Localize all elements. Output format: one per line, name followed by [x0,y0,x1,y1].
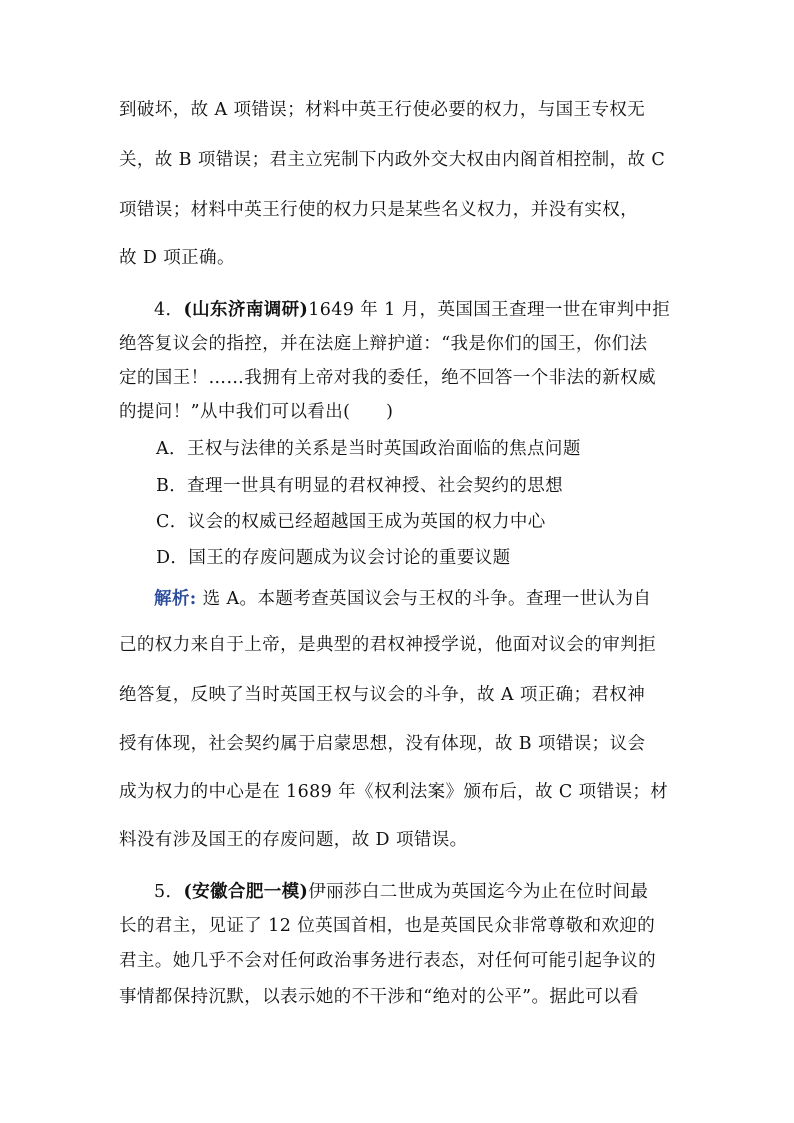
question-4-option-b: B．查理一世具有明显的君权神授、社会契约的思想 [156,476,564,496]
answer-line-4: 故 D 项正确。 [119,248,235,268]
question-5-stem-line: 君主。她几乎不会对任何政治事务进行表态，对任何可能引起争议的 [119,951,656,971]
answer-line-1: 到破坏，故 A 项错误；材料中英王行使必要的权力，与国王专权无 [119,100,646,120]
question-5-source: (安徽合肥一模) [183,882,309,902]
question-4-stem-line: 定的国王！……我拥有上帝对我的委任，绝不回答一个非法的新权威 [119,368,656,388]
analysis-label: 解析: [154,589,197,609]
analysis-line: 己的权力来自于上帝，是典型的君权神授学说，他面对议会的审判拒 [119,635,656,655]
question-4-option-c: C．议会的权威已经超越国王成为英国的权力中心 [156,512,546,532]
answer-line-3: 项错误；材料中英王行使的权力只是某些名义权力，并没有实权， [119,200,639,220]
question-5-stem-start: 伊丽莎白二世成为英国迄今为止在位时间最 [308,882,649,902]
question-4-stem-line: 的提问！”从中我们可以看出( ) [119,402,394,422]
question-5-first-line [154,880,648,904]
question-5-stem-line: 长的君主，见证了 12 位英国首相，也是英国民众非常尊敬和欢迎的 [119,916,656,936]
question-4-source: (山东济南调研) [183,300,309,320]
question-5-number: 5． [154,882,184,902]
question-4-first-line [154,298,670,322]
analysis-line: 绝答复，反映了当时英国王权与议会的斗争，故 A 项正确；君权神 [119,685,646,705]
question-4-stem-start: 1649 年 1 月，英国国王查理一世在审判中拒 [308,300,671,320]
answer-line-2: 关，故 B 项错误；君主立宪制下内政外交大权由内阁首相控制，故 C [119,150,666,170]
question-4-option-a: A．王权与法律的关系是当时英国政治面临的焦点问题 [156,439,581,459]
question-5-stem-line: 事情都保持沉默，以表示她的不干涉和“绝对的公平”。据此可以看 [119,987,639,1007]
analysis-first-line [154,587,651,611]
analysis-line: 料没有涉及国王的存废问题，故 D 项错误。 [119,830,468,850]
question-4-number: 4． [154,300,184,320]
analysis-line: 成为权力的中心是在 1689 年《权利法案》颁布后，故 C 项错误；材 [119,782,669,802]
analysis-line: 授有体现，社会契约属于启蒙思想，没有体现，故 B 项错误；议会 [119,734,646,754]
question-4-option-d: D．国王的存废问题成为议会讨论的重要议题 [156,548,511,568]
analysis-text: 选 A。本题考查英国议会与王权的斗争。查理一世认为自 [202,589,652,609]
question-4-stem-line: 绝答复议会的指控，并在法庭上辩护道：“我是你们的国王，你们法 [119,334,648,354]
